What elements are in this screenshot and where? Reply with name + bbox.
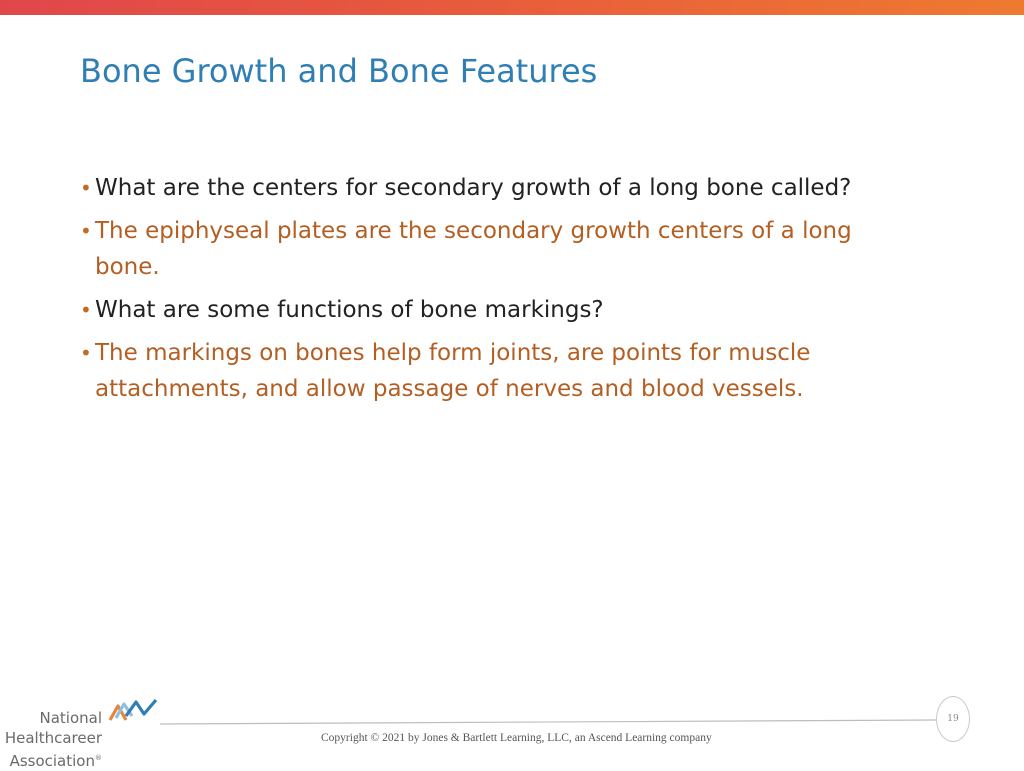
bullet-dot: • — [80, 219, 92, 243]
page-number: 19 — [936, 696, 970, 742]
bullet-item-question — [80, 170, 910, 206]
logo-line-3: Association® — [9, 752, 102, 770]
bullet-text: What are the centers for secondary growth of a long bone called? — [95, 175, 852, 201]
bullet-dot: • — [80, 341, 92, 365]
copyright-text: Copyright © 2021 by Jones & Bartlett Learning, LLC, an Ascend Learning company — [321, 732, 712, 744]
logo-line-1: National — [39, 709, 102, 727]
top-accent-bar — [0, 0, 1024, 15]
bullet-dot: • — [80, 298, 92, 322]
bullet-text: What are some functions of bone markings? — [95, 297, 604, 323]
bullet-text: The markings on bones help form joints, are points for muscle attachments, and allow passage of nerves and blood vessels. — [95, 340, 811, 402]
logo-wordmark — [5, 708, 102, 771]
slide-title: Bone Growth and Bone Features — [80, 52, 598, 90]
logo-line-2: Healthcareer — [4, 729, 102, 747]
bullet-item-question — [80, 292, 910, 328]
footer-divider — [160, 712, 940, 732]
bullet-text: The epiphyseal plates are the secondary growth centers of a long bone. — [95, 218, 852, 280]
bullet-item-answer — [80, 335, 910, 407]
bullet-dot: • — [80, 176, 92, 200]
bullet-list — [80, 170, 910, 414]
logo-mark-icon — [108, 698, 160, 724]
bullet-item-answer — [80, 213, 910, 285]
nha-logo — [0, 698, 165, 768]
